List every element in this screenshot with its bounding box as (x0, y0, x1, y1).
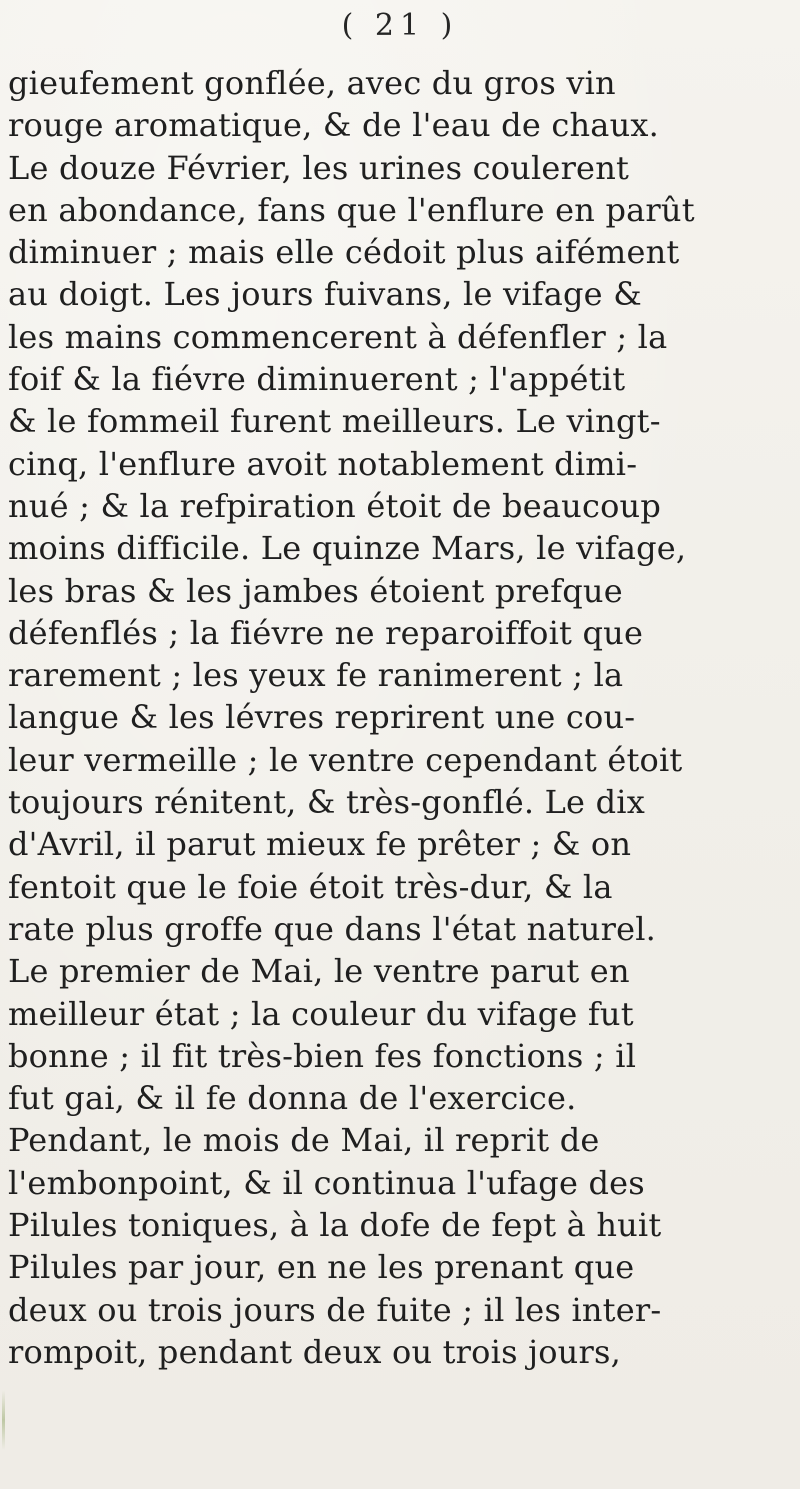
text-line-31: rompoit, pendant deux ou trois jours, (8, 1332, 621, 1371)
text-line-21: rate plus groffe que dans l'état naturel. (8, 909, 657, 948)
text-line-3: Le douze Février, les urines coulerent (8, 148, 630, 187)
text-line-11: nué ; & la refpiration étoit de beaucoup (8, 486, 662, 525)
text-line-22: Le premier de Mai, le ventre parut en (8, 952, 630, 991)
text-line-19: d'Avril, il parut mieux fe prêter ; & on (8, 825, 632, 864)
text-line-16: langue & les lévres reprirent une cou- (8, 698, 636, 737)
text-line-9: & le fommeil furent meilleurs. Le vingt- (8, 402, 661, 441)
text-line-26: Pendant, le mois de Mai, il reprit de (8, 1121, 600, 1160)
text-line-18: toujours rénitent, & très-gonflé. Le dix (8, 783, 645, 822)
page-number: ( 21 ) (341, 8, 459, 43)
text-line-12: moins difficile. Le quinze Mars, le vifage, (8, 529, 687, 568)
text-line-7: les mains commencerent à défenfler ; la (8, 317, 668, 356)
text-line-6: au doigt. Les jours fuivans, le vifage & (8, 275, 642, 314)
text-line-4: en abondance, fans que l'enflure en parût (8, 190, 695, 229)
text-line-17: leur vermeille ; le ventre cependant étoit (8, 740, 683, 779)
text-line-30: deux ou trois jours de fuite ; il les inter- (8, 1290, 662, 1329)
text-line-14: défenflés ; la fiévre ne reparoiffoit que (8, 613, 644, 652)
text-line-13: les bras & les jambes étoient prefque (8, 571, 623, 610)
text-line-27: l'embonpoint, & il continua l'ufage des (8, 1163, 645, 1202)
text-line-23: meilleur état ; la couleur du vifage fut (8, 994, 634, 1033)
text-line-24: bonne ; il fit très-bien fes fonctions ; il (8, 1036, 637, 1075)
text-line-28: Pilules toniques, à la dofe de fept à huit (8, 1206, 662, 1245)
text-line-29: Pilules par jour, en ne les prenant que (8, 1248, 635, 1287)
text-line-5: diminuer ; mais elle cédoit plus aifément (8, 233, 680, 272)
text-line-20: fentoit que le foie étoit très-dur, & la (8, 867, 613, 906)
binding-stain (2, 1390, 5, 1450)
text-line-10: cinq, l'enflure avoit notablement dimi- (8, 444, 638, 483)
text-line-2: rouge aromatique, & de l'eau de chaux. (8, 106, 660, 145)
text-line-1: gieufement gonflée, avec du gros vin (8, 64, 616, 102)
text-line-8: foif & la fiévre diminuerent ; l'appétit (8, 360, 626, 399)
text-line-25: fut gai, & il fe donna de l'exercice. (8, 1079, 577, 1118)
body-text (8, 62, 798, 1373)
text-line-15: rarement ; les yeux fe ranimerent ; la (8, 656, 624, 695)
